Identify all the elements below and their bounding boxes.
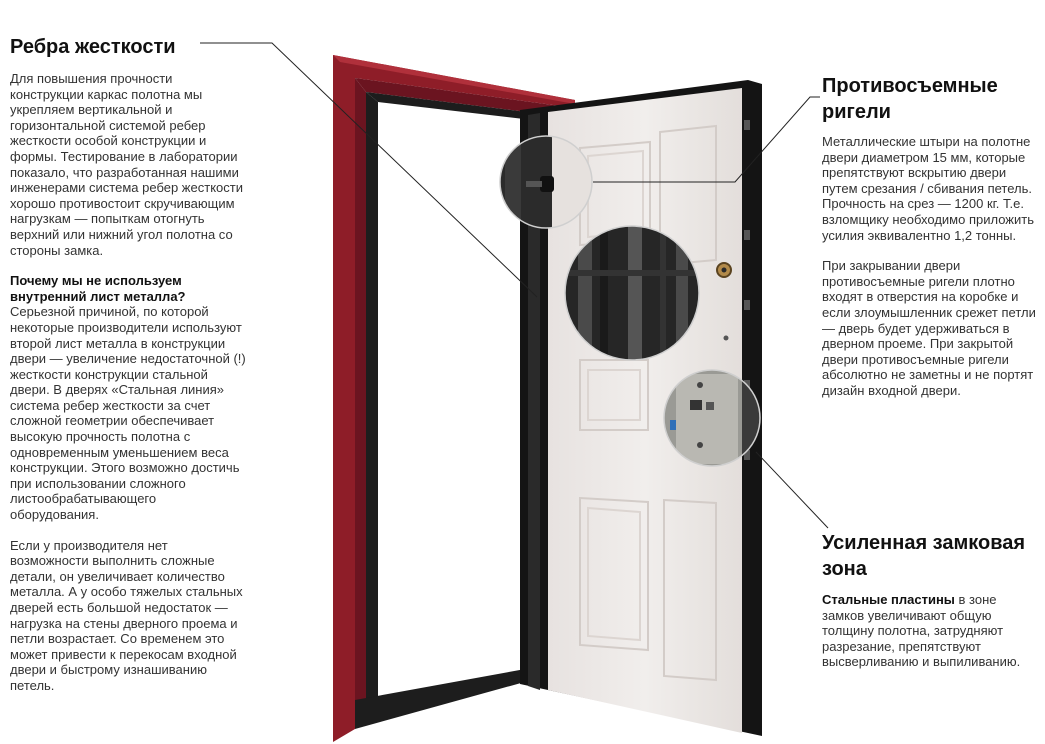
lock-zone-text [822, 592, 1042, 670]
right-top-column [822, 73, 1037, 414]
anti-removal-p2: При закрывании двери противосъемные ригели плотно входят в отверстия на коробке и если злоумышленник срежет петли — дверь будет удерживаться в дверном проеме. При закрытой двери противосъемные ригели абсолютно не заметны и не портят дизайн входной двери. [822, 258, 1036, 398]
left-body [10, 71, 248, 694]
anti-removal-p1: Металлические штыри на полотне двери диаметром 15 мм, которые препятствуют вскрытию двери путем срезания / сбивания петель. Прочность на срез — 1200 кг. Т.е. взломщику необходимо приложить усилия эквивалентно 1,2 тонны. [822, 134, 1034, 243]
ribs-answer: Серьезной причиной, по которой некоторые производители используют второй лист металла в конструкции двери — увеличение недостаточной (!) жесткости конструкции стальной двери. В дверях «Стальная линия» система ребер жесткости за счет сложной геометрии обеспечивает высокую прочность полотна с одновременным уменьшением веса конструкции. Этого возможно достичь при использовании сложного листообрабатывающего оборудования. [10, 304, 246, 523]
ribs-intro: Для повышения прочности конструкции каркас полотна мы укрепляем вертикальной и горизонтальной системой ребер жесткости особой конструкции и формы. Тестирование в лаборатории показало, что разработанная нашими инженерами система ребер жесткости хорошо противостоит скручивающим нагрузкам — попыткам отогнуть верхний или нижний угол полотна со стороны замка. [10, 71, 243, 258]
left-column [10, 34, 248, 709]
ribs-extra: Если у производителя нет возможности выполнить сложные детали, он увеличивает количество металла. А у особо тяжелых стальных дверей есть большой недостаток — нагрузка на стены дверного проема и петли возрастает. Со временем это может привести к перекосам входной двери и быстрому изнашиванию петель. [10, 537, 243, 693]
ribs-answer-paragraph [10, 273, 248, 523]
right-top-body [822, 134, 1037, 399]
right-bottom-body [822, 592, 1042, 670]
title-anti-removal: Противосъемные ригели [822, 75, 998, 123]
ribs-question: Почему мы не используем внутренний лист металла? [10, 273, 186, 304]
right-bottom-column [822, 530, 1042, 685]
lock-zone-rest: в зоне замков увеличивают общую толщину полотна, затрудняют разрезание, препятствуют высверливанию и выпиливанию. [822, 592, 1021, 670]
lock-zone-bold-lead: Стальные пластины [822, 592, 955, 607]
title-ribs: Ребра жесткости [10, 36, 176, 58]
title-lock-zone: Усиленная замковая зона [822, 532, 1026, 580]
